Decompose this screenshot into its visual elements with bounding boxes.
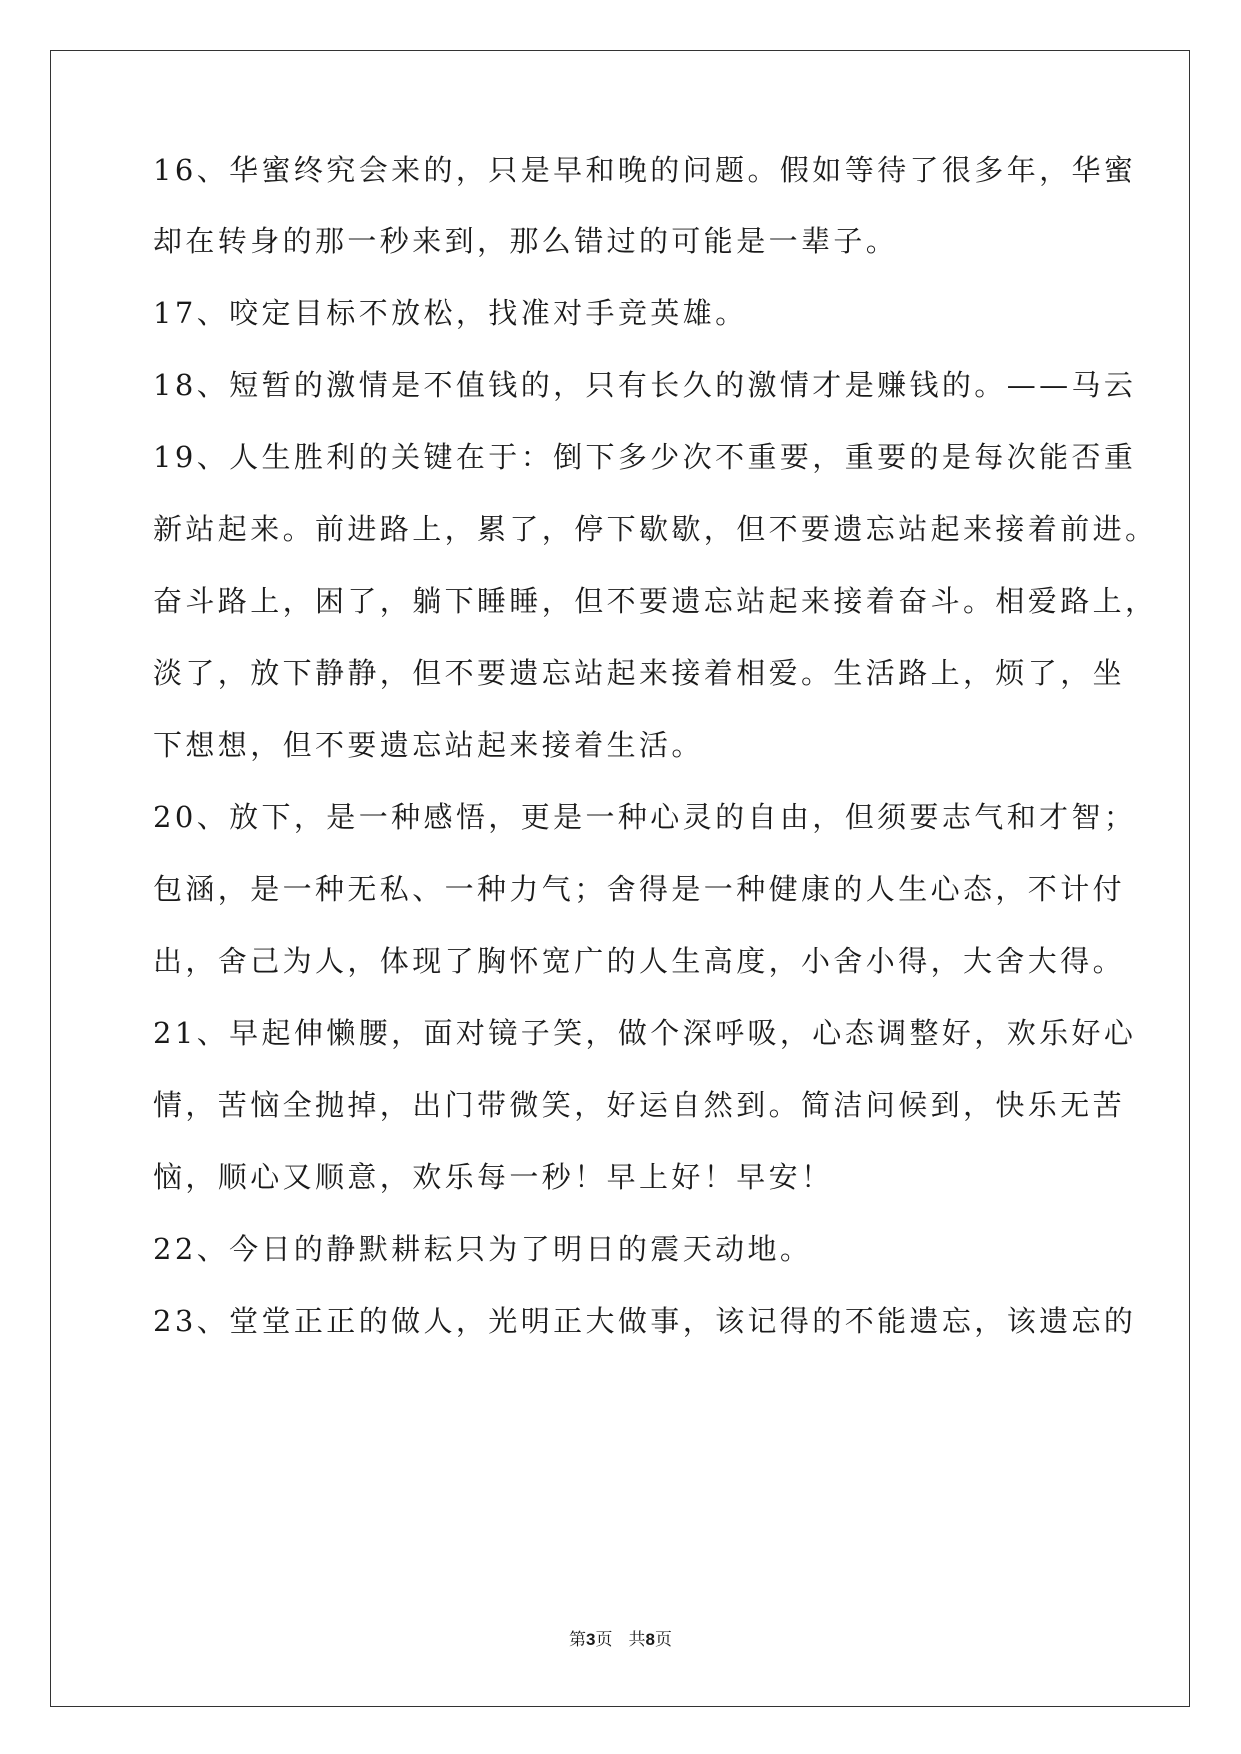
text-line: 23、堂堂正正的做人，光明正大做事，该记得的不能遗忘，该遗忘的	[153, 1304, 1137, 1338]
text-line: 19、人生胜利的关键在于：倒下多少次不重要，重要的是每次能否重	[153, 440, 1137, 474]
current-page-number: 3	[586, 1630, 596, 1649]
footer-total-prefix: 共	[628, 1630, 646, 1650]
text-line: 20、放下，是一种感悟，更是一种心灵的自由，但须要志气和才智；	[153, 800, 1137, 834]
total-page-count: 8	[645, 1630, 655, 1649]
text-line: 17、咬定目标不放松，找准对手竞英雄。	[153, 296, 748, 330]
text-line: 出，舍己为人，体现了胸怀宽广的人生高度，小舍小得，大舍大得。	[153, 944, 1126, 978]
page-footer	[0, 1629, 1241, 1651]
text-line: 情，苦恼全抛掉，出门带微笑，好运自然到。简洁问候到，快乐无苦	[153, 1088, 1126, 1122]
text-line: 16、华蜜终究会来的，只是早和晚的问题。假如等待了很多年，华蜜	[153, 153, 1137, 187]
text-line: 淡了，放下静静，但不要遗忘站起来接着相爱。生活路上，烦了，坐	[153, 656, 1126, 690]
text-line: 22、今日的静默耕耘只为了明日的震天动地。	[153, 1232, 813, 1266]
text-line: 奋斗路上，困了，躺下睡睡，但不要遗忘站起来接着奋斗。相爱路上，	[153, 584, 1158, 618]
text-line: 恼，顺心又顺意，欢乐每一秒！早上好！早安！	[153, 1160, 834, 1194]
text-line: 21、早起伸懒腰，面对镜子笑，做个深呼吸，心态调整好，欢乐好心	[153, 1016, 1137, 1050]
text-line: 却在转身的那一秒来到，那么错过的可能是一辈子。	[153, 224, 899, 258]
footer-page-suffix: 页	[595, 1630, 613, 1650]
footer-page-prefix: 第	[569, 1630, 587, 1650]
text-line: 包涵，是一种无私、一种力气；舍得是一种健康的人生心态，不计付	[153, 872, 1126, 906]
text-line: 新站起来。前进路上，累了，停下歇歇，但不要遗忘站起来接着前进。	[153, 512, 1158, 546]
footer-total-suffix: 页	[654, 1630, 672, 1650]
text-line: 18、短暂的激情是不值钱的，只有长久的激情才是赚钱的。——马云	[153, 368, 1137, 402]
text-line: 下想想，但不要遗忘站起来接着生活。	[153, 728, 704, 762]
